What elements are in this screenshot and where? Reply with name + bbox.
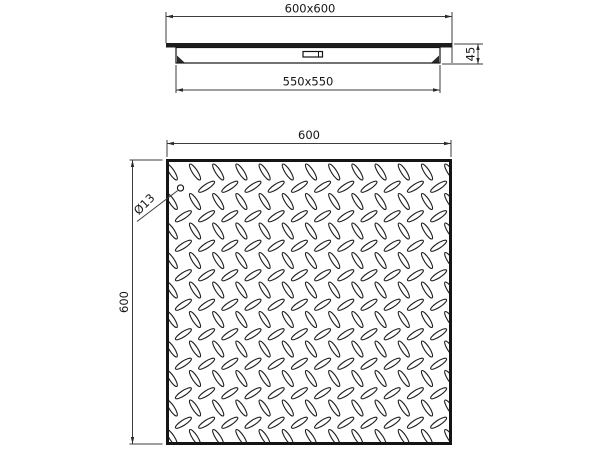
plan-width-dim-label: 600 [298, 128, 320, 142]
tread-ellipse [453, 268, 472, 283]
plan-width-dimension [167, 128, 451, 157]
dim-arrow-right [444, 142, 451, 145]
tread-ellipse [453, 179, 472, 194]
tread-ellipse [453, 238, 472, 253]
section-inner-dim-label: 550x550 [282, 74, 334, 89]
dim-arrow-top [131, 160, 134, 167]
section-height-dim-label: 45 [463, 46, 478, 62]
section-view [166, 2, 483, 94]
tread-ellipse [453, 327, 472, 342]
dim-arrow-left [167, 142, 174, 145]
tread-ellipse [453, 209, 472, 224]
tread-ellipse [453, 356, 472, 371]
hole-circle [177, 185, 183, 191]
section-overall-dim-label: 600x600 [284, 1, 336, 16]
hole-diameter-label: Ø13 [130, 190, 158, 218]
plan-view [117, 128, 471, 447]
dim-arrow-bottom [131, 437, 134, 444]
plan-side-dim-label: 600 [117, 291, 131, 313]
lifting-handle [303, 52, 323, 58]
dim-arrow-right [445, 15, 452, 18]
section-inner-dimension [176, 65, 440, 93]
tread-ellipse [453, 297, 472, 312]
dim-arrow-left [176, 88, 183, 91]
tread-ellipse [453, 415, 472, 430]
tread-ellipse [453, 386, 472, 401]
dim-arrow-right [433, 88, 440, 91]
dim-arrow-left [166, 15, 173, 18]
cover-top-plate [166, 43, 452, 48]
